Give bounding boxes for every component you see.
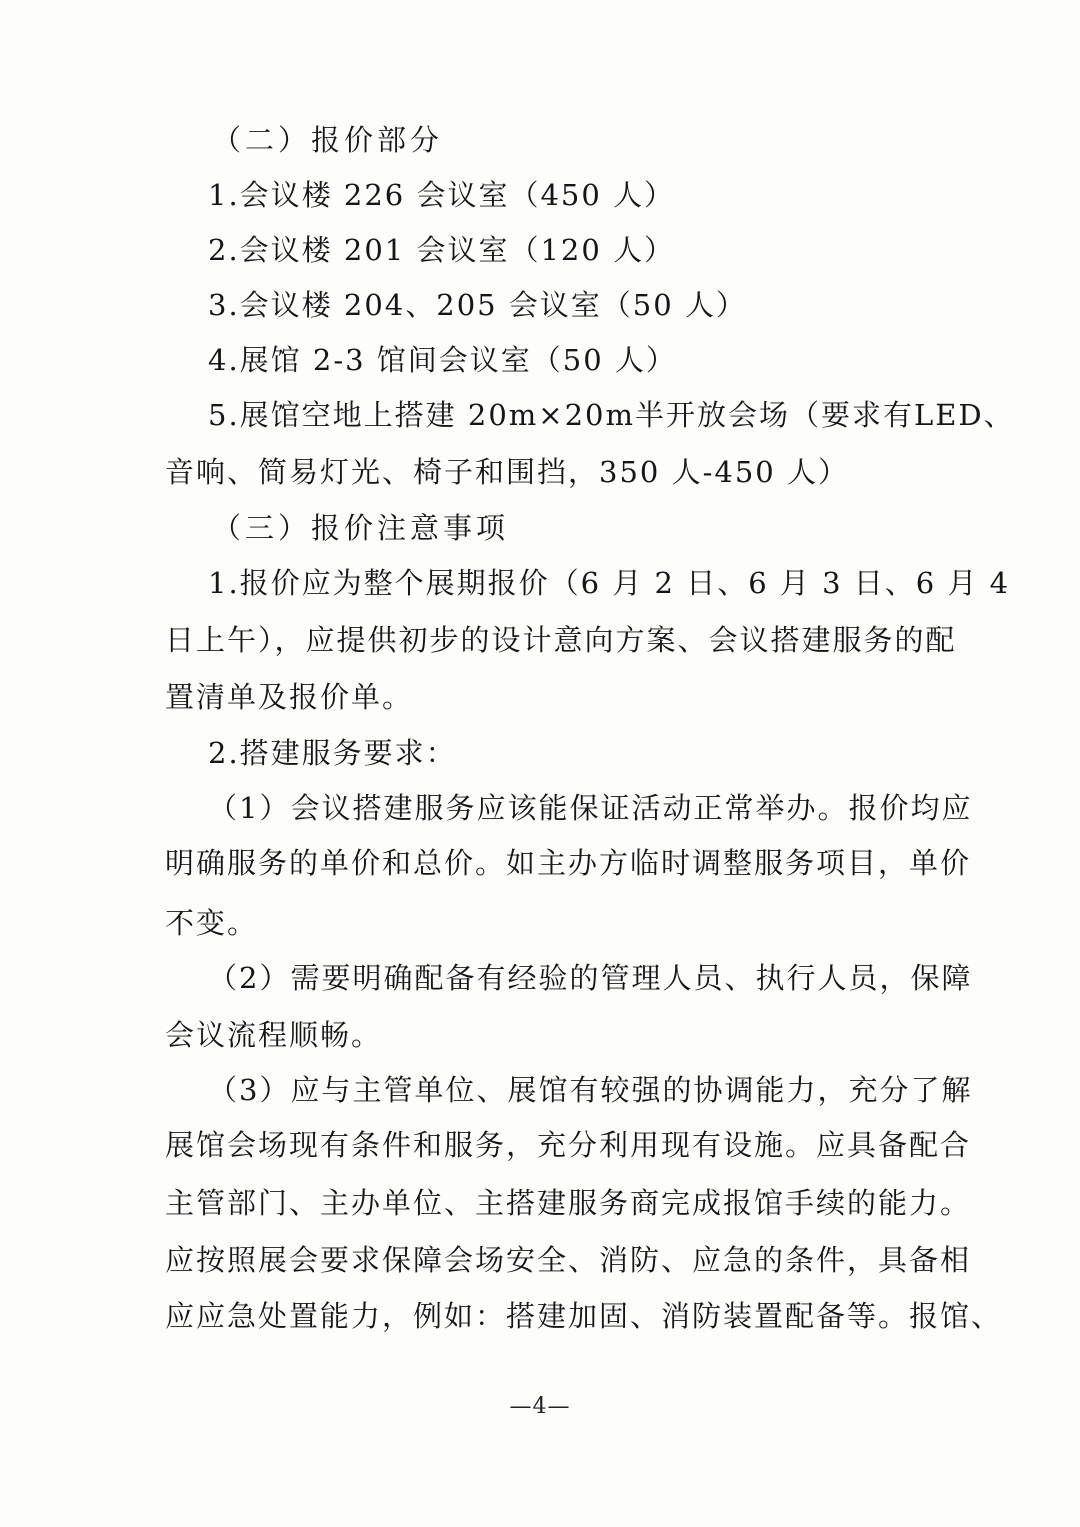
paragraph-line: 主管部门、主办单位、主搭建服务商完成报馆手续的能力。 xyxy=(165,1186,972,1220)
paragraph-line: （3）应与主管单位、展馆有较强的协调能力，充分了解 xyxy=(208,1073,973,1107)
list-item: 2.会议楼 201 会议室（120 人） xyxy=(208,233,676,267)
paragraph-line: 展馆会场现有条件和服务，充分利用现有设施。应具备配合 xyxy=(165,1128,972,1162)
paragraph-line: 2.搭建服务要求： xyxy=(208,736,457,770)
paragraph-line: 应按照展会要求保障会场安全、消防、应急的条件，具备相 xyxy=(165,1243,972,1277)
list-item: 5.展馆空地上搭建 20m×20m半开放会场（要求有LED、 xyxy=(208,398,1015,432)
list-item: 4.展馆 2-3 馆间会议室（50 人） xyxy=(208,343,677,377)
paragraph-line: （1）会议搭建服务应该能保证活动正常举办。报价均应 xyxy=(208,791,973,825)
paragraph-line: 应应急处置能力，例如：搭建加固、消防装置配备等。报馆、 xyxy=(165,1299,1003,1333)
page-number: —4— xyxy=(509,1394,571,1419)
paragraph-line: 日上午），应提供初步的设计意向方案、会议搭建服务的配 xyxy=(165,623,957,657)
list-item: 1.会议楼 226 会议室（450 人） xyxy=(208,178,676,212)
section-heading-quotation: （二）报价部分 xyxy=(212,123,444,157)
paragraph-line: 音响、简易灯光、椅子和围挡，350 人-450 人） xyxy=(165,455,849,489)
paragraph-line: 明确服务的单价和总价。如主办方临时调整服务项目，单价 xyxy=(165,846,972,880)
paragraph-line: 不变。 xyxy=(165,906,259,940)
paragraph-line: 置清单及报价单。 xyxy=(165,680,414,714)
paragraph-line: 1.报价应为整个展期报价（6 月 2 日、6 月 3 日、6 月 4 xyxy=(208,566,1011,600)
list-item: 3.会议楼 204、205 会议室（50 人） xyxy=(208,288,747,322)
paragraph-line: （2）需要明确配备有经验的管理人员、执行人员，保障 xyxy=(208,961,973,995)
section-heading-notes: （三）报价注意事项 xyxy=(212,511,510,545)
paragraph-line: 会议流程顺畅。 xyxy=(165,1018,383,1052)
